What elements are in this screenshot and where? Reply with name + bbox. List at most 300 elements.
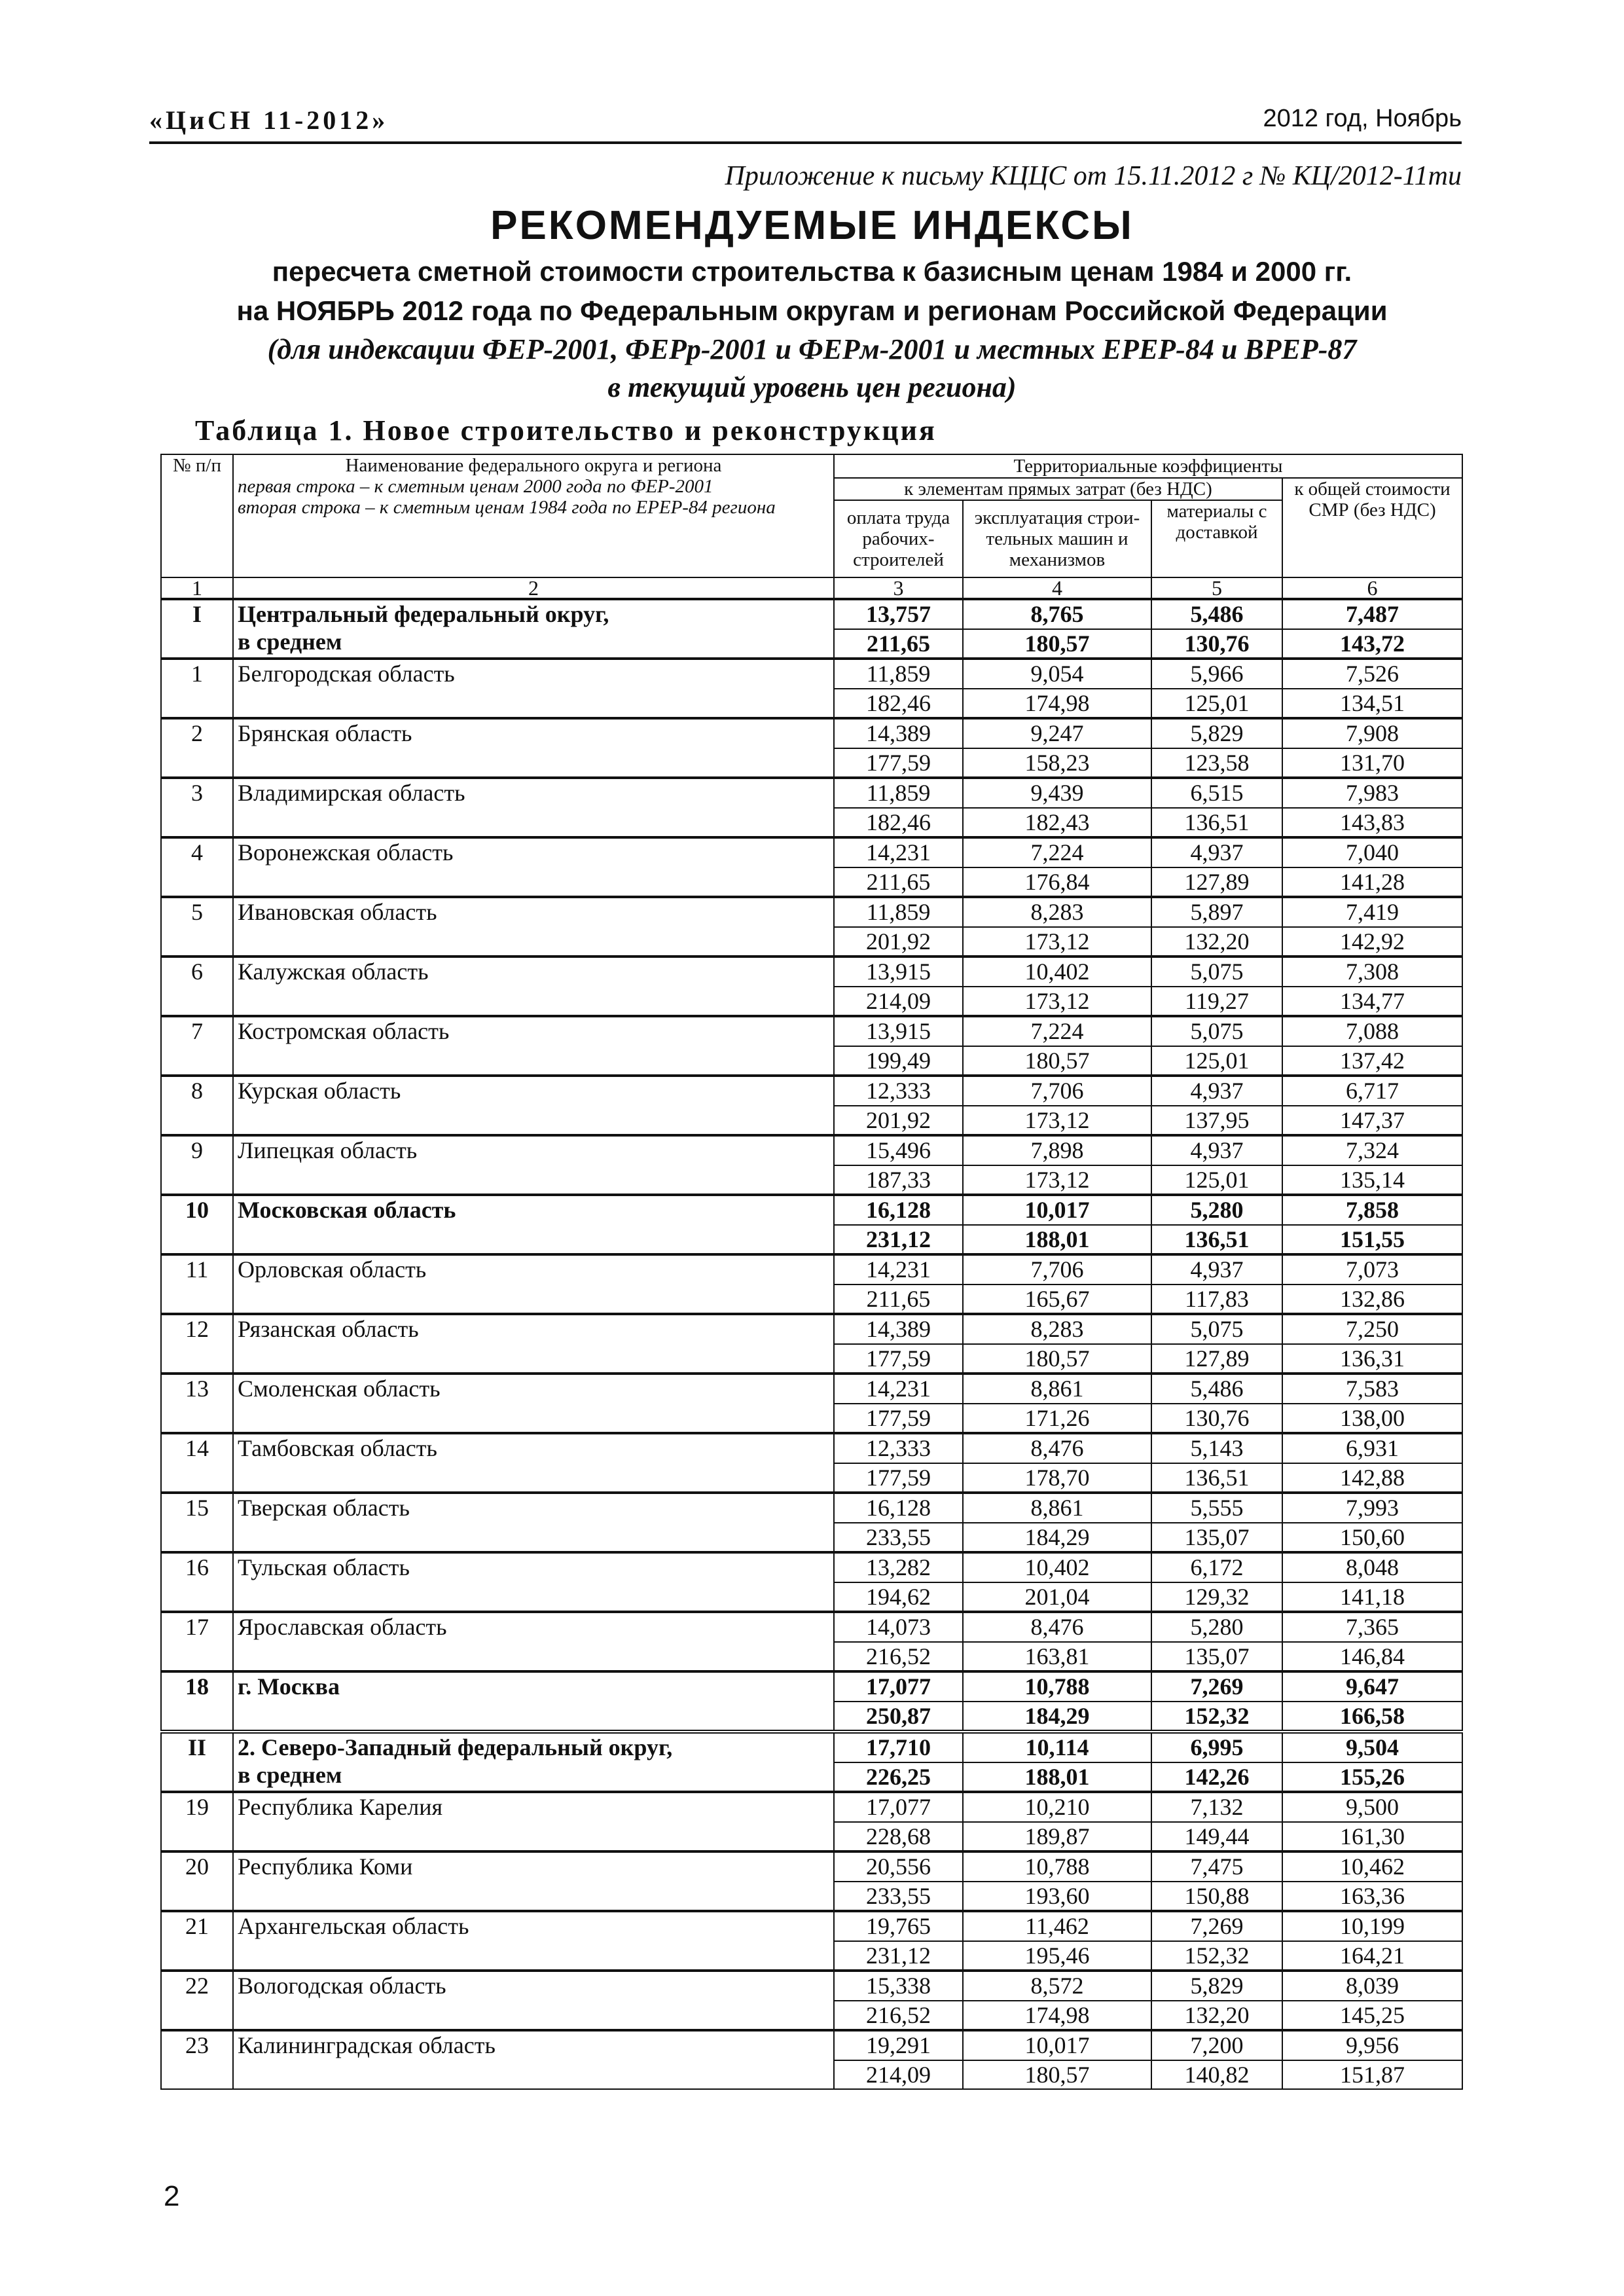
coef-2000: 7,908 <box>1282 718 1462 748</box>
coef-2000: 5,075 <box>1151 1314 1282 1344</box>
coef-1984: 188,01 <box>963 1762 1151 1793</box>
row-number: 9 <box>161 1135 233 1195</box>
coef-1984: 180,57 <box>963 1046 1151 1076</box>
coef-1984: 165,67 <box>963 1285 1151 1315</box>
row-number: 13 <box>161 1374 233 1433</box>
coef-2000: 7,706 <box>963 1076 1151 1106</box>
coef-1984: 137,95 <box>1151 1106 1282 1136</box>
coef-1984: 141,18 <box>1282 1582 1462 1613</box>
region-name-line-1: Орловская область <box>238 1256 427 1283</box>
region-name <box>233 1016 834 1076</box>
coef-2000: 7,324 <box>1282 1135 1462 1165</box>
region-name <box>233 1732 834 1792</box>
coef-1984: 127,89 <box>1151 867 1282 898</box>
coef-2000: 6,995 <box>1151 1732 1282 1762</box>
region-name <box>233 1971 834 2030</box>
coef-2000: 7,898 <box>963 1135 1151 1165</box>
table-row <box>161 1493 1462 1523</box>
coef-1984: 145,25 <box>1282 2001 1462 2031</box>
row-number: 15 <box>161 1493 233 1552</box>
coef-2000: 7,269 <box>1151 1671 1282 1702</box>
coef-1984: 147,37 <box>1282 1106 1462 1136</box>
coef-1984: 171,26 <box>963 1404 1151 1434</box>
coef-1984: 158,23 <box>963 748 1151 778</box>
coef-2000: 7,132 <box>1151 1792 1282 1822</box>
coef-1984: 137,42 <box>1282 1046 1462 1076</box>
coef-2000: 7,583 <box>1282 1374 1462 1404</box>
region-name <box>233 1493 834 1552</box>
region-name <box>233 1792 834 1851</box>
coef-2000: 6,717 <box>1282 1076 1462 1106</box>
coef-2000: 10,210 <box>963 1792 1151 1822</box>
region-name <box>233 837 834 897</box>
coef-1984: 125,01 <box>1151 1046 1282 1076</box>
coef-2000: 10,199 <box>1282 1911 1462 1941</box>
coef-1984: 143,83 <box>1282 808 1462 838</box>
coef-2000: 7,993 <box>1282 1493 1462 1523</box>
document-code: «ЦиСН 11-2012» <box>149 105 389 135</box>
coef-2000: 19,765 <box>834 1911 963 1941</box>
coef-1984: 141,28 <box>1282 867 1462 898</box>
region-name <box>233 957 834 1016</box>
coef-1984: 182,46 <box>834 808 963 838</box>
coef-2000: 4,937 <box>1151 1254 1282 1285</box>
region-name <box>233 1076 834 1135</box>
appendix-note: Приложение к письму КЦЦС от 15.11.2012 г № КЦ/2012-11ти <box>725 161 1462 191</box>
table-row <box>161 1374 1462 1404</box>
coef-1984: 180,57 <box>963 2060 1151 2090</box>
region-name <box>233 1671 834 1732</box>
coef-1984: 132,20 <box>1151 927 1282 957</box>
column-number: 3 <box>834 577 963 599</box>
row-number: 11 <box>161 1254 233 1314</box>
coef-1984: 233,55 <box>834 1523 963 1553</box>
coef-2000: 12,333 <box>834 1076 963 1106</box>
coef-1984: 180,57 <box>963 629 1151 659</box>
region-name-line-1: Смоленская область <box>238 1376 441 1402</box>
coef-2000: 9,054 <box>963 659 1151 689</box>
table-row <box>161 1314 1462 1344</box>
coef-1984: 176,84 <box>963 867 1151 898</box>
row-number: 19 <box>161 1792 233 1851</box>
coef-2000: 5,486 <box>1151 1374 1282 1404</box>
coef-2000: 14,073 <box>834 1612 963 1642</box>
region-name <box>233 897 834 957</box>
coef-1984: 142,92 <box>1282 927 1462 957</box>
coef-2000: 5,829 <box>1151 718 1282 748</box>
coef-1984: 142,26 <box>1151 1762 1282 1793</box>
coef-1984: 173,12 <box>963 987 1151 1017</box>
table-row <box>161 837 1462 867</box>
table-row <box>161 1016 1462 1046</box>
coef-2000: 15,338 <box>834 1971 963 2001</box>
coef-2000: 5,280 <box>1151 1195 1282 1225</box>
coef-2000: 8,572 <box>963 1971 1151 2001</box>
coef-1984: 155,26 <box>1282 1762 1462 1793</box>
table-row <box>161 2030 1462 2060</box>
coef-1984: 231,12 <box>834 1225 963 1255</box>
coef-1984: 136,51 <box>1151 1463 1282 1493</box>
coef-2000: 8,765 <box>963 599 1151 629</box>
coef-2000: 7,088 <box>1282 1016 1462 1046</box>
coef-1984: 177,59 <box>834 1344 963 1374</box>
region-name-line-1: Белгородская область <box>238 661 455 687</box>
coef-2000: 5,280 <box>1151 1612 1282 1642</box>
coef-1984: 195,46 <box>963 1941 1151 1971</box>
coef-2000: 5,075 <box>1151 1016 1282 1046</box>
table-row <box>161 659 1462 689</box>
coef-2000: 9,504 <box>1282 1732 1462 1762</box>
coef-2000: 6,515 <box>1151 778 1282 808</box>
coef-1984: 150,88 <box>1151 1882 1282 1912</box>
region-name-line-1: Костромская область <box>238 1018 450 1044</box>
table-row <box>161 1792 1462 1822</box>
coef-2000: 10,402 <box>963 957 1151 987</box>
coef-1984: 135,07 <box>1151 1523 1282 1553</box>
row-number: 16 <box>161 1552 233 1612</box>
coef-2000: 8,861 <box>963 1493 1151 1523</box>
region-name <box>233 1135 834 1195</box>
row-number: II <box>161 1732 233 1792</box>
column-number: 1 <box>161 577 233 599</box>
coef-1984: 136,51 <box>1151 808 1282 838</box>
coef-1984: 142,88 <box>1282 1463 1462 1493</box>
table-row <box>161 1851 1462 1882</box>
region-name-line-1: Республика Коми <box>238 1853 413 1880</box>
region-name <box>233 2030 834 2089</box>
coef-1984: 233,55 <box>834 1882 963 1912</box>
region-name <box>233 1254 834 1314</box>
coef-1984: 231,12 <box>834 1941 963 1971</box>
coef-2000: 14,231 <box>834 1254 963 1285</box>
header-direct-costs: к элементам прямых затрат (без НДС) <box>834 478 1282 500</box>
coef-1984: 132,20 <box>1151 2001 1282 2031</box>
title-block <box>131 200 1493 407</box>
coef-1984: 151,55 <box>1282 1225 1462 1255</box>
coef-1984: 127,89 <box>1151 1344 1282 1374</box>
region-name-line-1: Ярославская область <box>238 1614 447 1640</box>
coef-1984: 135,07 <box>1151 1642 1282 1672</box>
coef-2000: 5,143 <box>1151 1433 1282 1463</box>
coef-2000: 8,039 <box>1282 1971 1462 2001</box>
coef-2000: 7,365 <box>1282 1612 1462 1642</box>
coef-2000: 9,500 <box>1282 1792 1462 1822</box>
column-number: 6 <box>1282 577 1462 599</box>
coef-2000: 8,283 <box>963 1314 1151 1344</box>
coef-1984: 177,59 <box>834 748 963 778</box>
coef-1984: 216,52 <box>834 2001 963 2031</box>
coef-1984: 129,32 <box>1151 1582 1282 1613</box>
header-rule <box>149 141 1462 144</box>
coef-2000: 7,475 <box>1151 1851 1282 1882</box>
coef-2000: 10,788 <box>963 1671 1151 1702</box>
column-number: 4 <box>963 577 1151 599</box>
row-number: 3 <box>161 778 233 837</box>
coef-2000: 5,897 <box>1151 897 1282 927</box>
coef-2000: 11,859 <box>834 897 963 927</box>
coef-1984: 182,46 <box>834 689 963 719</box>
coef-2000: 7,040 <box>1282 837 1462 867</box>
region-name-line-1: Воронежская область <box>238 839 454 866</box>
coef-1984: 151,87 <box>1282 2060 1462 2090</box>
coef-2000: 4,937 <box>1151 1076 1282 1106</box>
region-name-line-1: Калужская область <box>238 958 429 985</box>
index-table <box>160 454 1463 2090</box>
table-row <box>161 1612 1462 1642</box>
coef-2000: 7,269 <box>1151 1911 1282 1941</box>
region-name <box>233 1374 834 1433</box>
coef-2000: 15,496 <box>834 1135 963 1165</box>
region-name-line-1: Тульская область <box>238 1554 410 1580</box>
coef-1984: 201,92 <box>834 927 963 957</box>
region-name <box>233 659 834 718</box>
coef-2000: 7,308 <box>1282 957 1462 987</box>
table-row <box>161 1195 1462 1225</box>
coef-1984: 164,21 <box>1282 1941 1462 1971</box>
coef-1984: 125,01 <box>1151 689 1282 719</box>
region-name-line-1: Архангельская область <box>238 1913 469 1939</box>
coef-1984: 188,01 <box>963 1225 1151 1255</box>
header-materials: материалы с доставкой <box>1151 500 1282 577</box>
region-name-line-1: Центральный федеральный округ, <box>238 601 609 627</box>
region-name-line-1: Вологодская область <box>238 1973 446 1999</box>
header-name <box>233 454 834 577</box>
region-name-line-1: Тамбовская область <box>238 1435 437 1461</box>
region-name <box>233 1911 834 1971</box>
coef-1984: 152,32 <box>1151 1702 1282 1732</box>
coef-2000: 11,462 <box>963 1911 1151 1941</box>
coef-1984: 161,30 <box>1282 1822 1462 1852</box>
coef-2000: 10,017 <box>963 2030 1151 2060</box>
row-number: 22 <box>161 1971 233 2030</box>
coef-1984: 182,43 <box>963 808 1151 838</box>
row-number: I <box>161 599 233 659</box>
row-number: 5 <box>161 897 233 957</box>
table-row <box>161 1254 1462 1285</box>
subtitle-line-4: в текущий уровень цен региона) <box>607 371 1017 403</box>
row-number: 4 <box>161 837 233 897</box>
table-row <box>161 1433 1462 1463</box>
coef-1984: 177,59 <box>834 1463 963 1493</box>
coef-1984: 173,12 <box>963 1165 1151 1195</box>
region-name <box>233 1851 834 1911</box>
coef-1984: 134,51 <box>1282 689 1462 719</box>
coef-1984: 117,83 <box>1151 1285 1282 1315</box>
table-row <box>161 957 1462 987</box>
coef-2000: 8,476 <box>963 1433 1151 1463</box>
row-number: 23 <box>161 2030 233 2089</box>
coef-1984: 138,00 <box>1282 1404 1462 1434</box>
coef-1984: 136,31 <box>1282 1344 1462 1374</box>
coef-1984: 174,98 <box>963 2001 1151 2031</box>
region-name <box>233 778 834 837</box>
coef-2000: 10,402 <box>963 1552 1151 1582</box>
coef-2000: 10,017 <box>963 1195 1151 1225</box>
coef-2000: 5,486 <box>1151 599 1282 629</box>
region-name-line-1: Республика Карелия <box>238 1794 443 1820</box>
coef-1984: 134,77 <box>1282 987 1462 1017</box>
coef-2000: 5,829 <box>1151 1971 1282 2001</box>
coef-2000: 13,915 <box>834 957 963 987</box>
coef-2000: 19,291 <box>834 2030 963 2060</box>
coef-1984: 201,04 <box>963 1582 1151 1613</box>
subtitle-line-1: пересчета сметной стоимости строительства к базисным ценам 1984 и 2000 гг. <box>272 256 1352 287</box>
coef-1984: 152,32 <box>1151 1941 1282 1971</box>
coef-2000: 17,077 <box>834 1792 963 1822</box>
subtitle-line-3: (для индексации ФЕР-2001, ФЕРр-2001 и ФЕРм-2001 и местных ЕРЕР-84 и ВРЕР-87 <box>267 333 1357 365</box>
row-number: 10 <box>161 1195 233 1254</box>
coef-2000: 4,937 <box>1151 1135 1282 1165</box>
header-name-note-1: первая строка – к сметным ценам 2000 года по ФЕР-2001 <box>238 476 713 497</box>
coef-2000: 9,439 <box>963 778 1151 808</box>
coef-1984: 211,65 <box>834 867 963 898</box>
coef-1984: 214,09 <box>834 2060 963 2090</box>
header-name-title: Наименование федерального округа и региона <box>345 455 722 476</box>
region-name-line-1: Рязанская область <box>238 1316 419 1342</box>
coef-2000: 5,555 <box>1151 1493 1282 1523</box>
coef-2000: 6,172 <box>1151 1552 1282 1582</box>
row-number: 6 <box>161 957 233 1016</box>
region-name-line-2: в среднем <box>238 1762 342 1788</box>
coef-1984: 174,98 <box>963 689 1151 719</box>
coef-2000: 7,419 <box>1282 897 1462 927</box>
table-row <box>161 1732 1462 1762</box>
coef-1984: 125,01 <box>1151 1165 1282 1195</box>
coef-2000: 4,937 <box>1151 837 1282 867</box>
coef-2000: 13,915 <box>834 1016 963 1046</box>
row-number: 21 <box>161 1911 233 1971</box>
coef-2000: 5,966 <box>1151 659 1282 689</box>
document-date: 2012 год, Ноябрь <box>1263 105 1462 132</box>
region-name-line-1: Владимирская область <box>238 780 465 806</box>
table-row <box>161 1671 1462 1702</box>
coef-1984: 201,92 <box>834 1106 963 1136</box>
header-name-note-2: вторая строка – к сметным ценам 1984 года по ЕРЕР-84 региона <box>238 497 776 518</box>
column-number: 5 <box>1151 577 1282 599</box>
region-name-line-1: Брянская область <box>238 720 412 746</box>
coef-1984: 130,76 <box>1151 1404 1282 1434</box>
coef-2000: 5,075 <box>1151 957 1282 987</box>
region-name <box>233 599 834 659</box>
table-row <box>161 1911 1462 1941</box>
coef-1984: 140,82 <box>1151 2060 1282 2090</box>
header-territorial: Территориальные коэффициенты <box>834 454 1462 478</box>
region-name <box>233 1433 834 1493</box>
coef-2000: 9,247 <box>963 718 1151 748</box>
region-name-line-1: Тверская область <box>238 1495 410 1521</box>
coef-1984: 131,70 <box>1282 748 1462 778</box>
coef-1984: 228,68 <box>834 1822 963 1852</box>
coef-1984: 194,62 <box>834 1582 963 1613</box>
coef-2000: 8,283 <box>963 897 1151 927</box>
table-row <box>161 1552 1462 1582</box>
coef-2000: 10,114 <box>963 1732 1151 1762</box>
coef-1984: 163,81 <box>963 1642 1151 1672</box>
coef-1984: 146,84 <box>1282 1642 1462 1672</box>
header-labor: оплата труда рабочих-строителей <box>834 500 963 577</box>
coef-1984: 189,87 <box>963 1822 1151 1852</box>
coef-2000: 7,526 <box>1282 659 1462 689</box>
table-row <box>161 778 1462 808</box>
coef-2000: 7,858 <box>1282 1195 1462 1225</box>
header-total-cost: к общей стоимости СМР (без НДС) <box>1282 478 1462 577</box>
row-number: 2 <box>161 718 233 778</box>
coef-2000: 16,128 <box>834 1493 963 1523</box>
coef-2000: 12,333 <box>834 1433 963 1463</box>
row-number: 1 <box>161 659 233 718</box>
page-title: РЕКОМЕНДУЕМЫЕ ИНДЕКСЫ <box>490 203 1134 248</box>
row-number: 12 <box>161 1314 233 1374</box>
coef-2000: 10,788 <box>963 1851 1151 1882</box>
region-name <box>233 1552 834 1612</box>
page-number: 2 <box>164 2180 180 2212</box>
row-number: 20 <box>161 1851 233 1911</box>
region-name <box>233 1195 834 1254</box>
coef-1984: 177,59 <box>834 1404 963 1434</box>
region-name-line-1: 2. Северо-Западный федеральный округ, <box>238 1734 673 1760</box>
table-row <box>161 897 1462 927</box>
coef-2000: 7,200 <box>1151 2030 1282 2060</box>
coef-1984: 226,25 <box>834 1762 963 1793</box>
coef-2000: 7,073 <box>1282 1254 1462 1285</box>
header-machines: эксплуатация строи-тельных машин и механизмов <box>963 500 1151 577</box>
region-name-line-1: Курская область <box>238 1078 401 1104</box>
coef-2000: 13,757 <box>834 599 963 629</box>
region-name-line-1: Ивановская область <box>238 899 437 925</box>
coef-1984: 216,52 <box>834 1642 963 1672</box>
coef-1984: 173,12 <box>963 927 1151 957</box>
coef-2000: 14,231 <box>834 837 963 867</box>
coef-1984: 250,87 <box>834 1702 963 1732</box>
coef-2000: 7,224 <box>963 1016 1151 1046</box>
coef-2000: 7,983 <box>1282 778 1462 808</box>
region-name-line-1: Липецкая область <box>238 1137 418 1163</box>
coef-2000: 14,231 <box>834 1374 963 1404</box>
region-name-line-1: Калининградская область <box>238 2032 496 2058</box>
coef-1984: 149,44 <box>1151 1822 1282 1852</box>
table-row <box>161 599 1462 629</box>
coef-1984: 184,29 <box>963 1523 1151 1553</box>
coef-1984: 211,65 <box>834 1285 963 1315</box>
coef-2000: 20,556 <box>834 1851 963 1882</box>
coef-1984: 135,14 <box>1282 1165 1462 1195</box>
coef-1984: 130,76 <box>1151 629 1282 659</box>
coef-1984: 123,58 <box>1151 748 1282 778</box>
region-name-line-1: Московская область <box>238 1197 456 1223</box>
row-number: 7 <box>161 1016 233 1076</box>
coef-1984: 184,29 <box>963 1702 1151 1732</box>
row-number: 18 <box>161 1671 233 1732</box>
coef-1984: 178,70 <box>963 1463 1151 1493</box>
region-name <box>233 1612 834 1671</box>
table-row <box>161 1076 1462 1106</box>
coef-1984: 136,51 <box>1151 1225 1282 1255</box>
coef-2000: 7,224 <box>963 837 1151 867</box>
table-row <box>161 718 1462 748</box>
coef-1984: 166,58 <box>1282 1702 1462 1732</box>
coef-2000: 17,710 <box>834 1732 963 1762</box>
coef-1984: 163,36 <box>1282 1882 1462 1912</box>
row-number: 8 <box>161 1076 233 1135</box>
coef-2000: 7,250 <box>1282 1314 1462 1344</box>
coef-1984: 150,60 <box>1282 1523 1462 1553</box>
coef-2000: 14,389 <box>834 1314 963 1344</box>
coef-1984: 143,72 <box>1282 629 1462 659</box>
coef-1984: 180,57 <box>963 1344 1151 1374</box>
coef-2000: 16,128 <box>834 1195 963 1225</box>
coef-2000: 6,931 <box>1282 1433 1462 1463</box>
coef-2000: 7,487 <box>1282 599 1462 629</box>
